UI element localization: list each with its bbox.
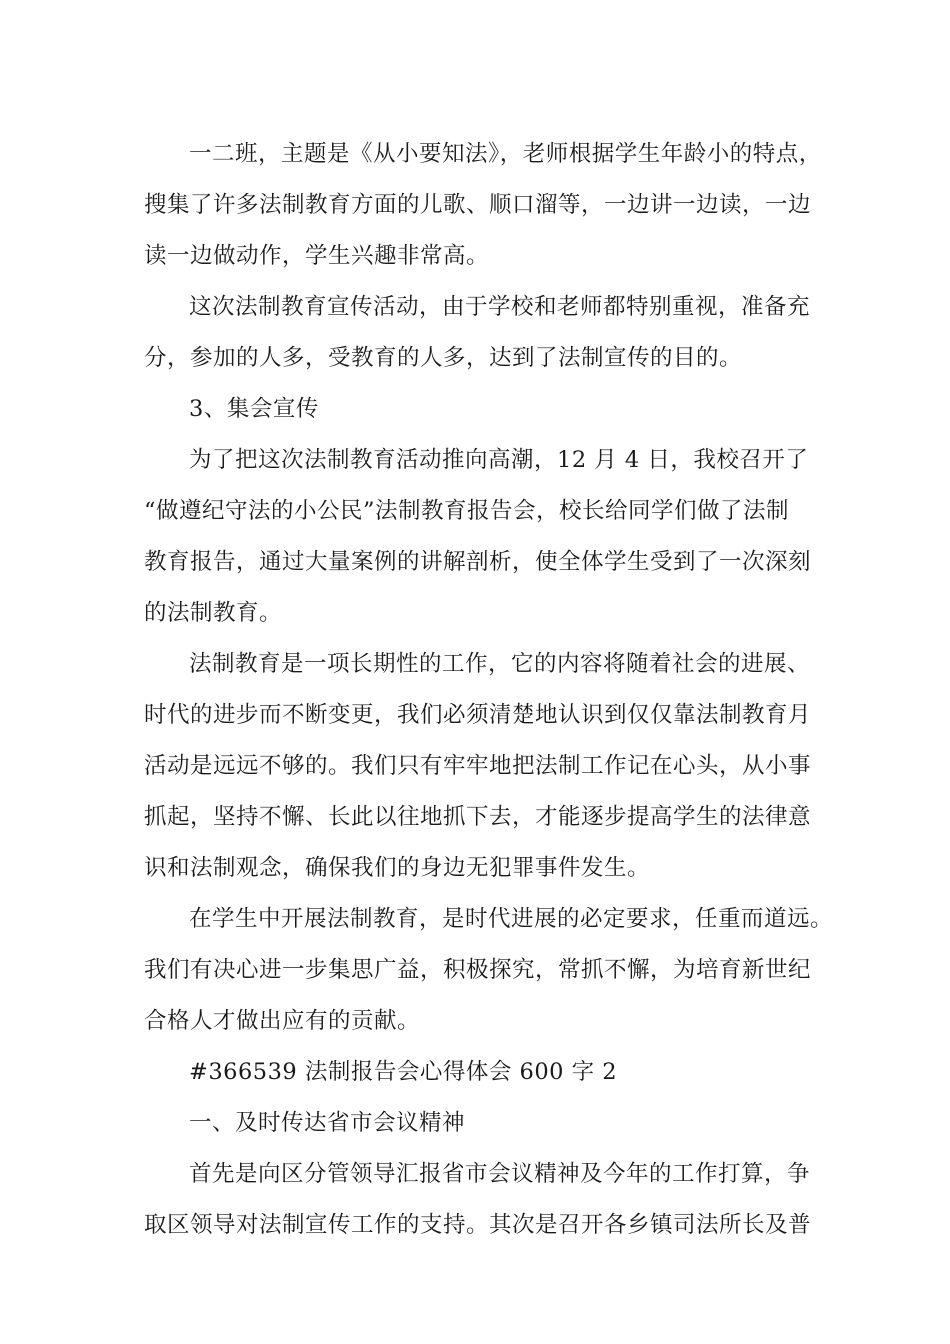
- text-line: 首先是向区分管领导汇报省市会议精神及今年的工作打算，争: [189, 1161, 811, 1187]
- paragraph: [144, 435, 834, 639]
- text-line: 读一边做动作，学生兴趣非常高。: [144, 243, 490, 269]
- article-title: [144, 1047, 834, 1098]
- text-line: 分，参加的人多，受教育的人多，达到了法制宣传的目的。: [144, 345, 743, 371]
- text-line: 这次法制教育宣传活动，由于学校和老师都特别重视，准备充: [189, 294, 811, 320]
- document-body: [144, 129, 834, 1251]
- text-line: 一二班，主题是《从小要知法》，老师根据学生年龄小的特点，: [189, 141, 822, 167]
- text-line: 一、及时传达省市会议精神: [189, 1110, 466, 1136]
- text-line: 3、集会宣传: [189, 396, 319, 422]
- paragraph: [144, 894, 834, 1047]
- text-line: #366539 法制报告会心得体会 600 字 2: [189, 1059, 618, 1085]
- text-line: 识和法制观念，确保我们的身边无犯罪事件发生。: [144, 855, 651, 881]
- text-line: 法制教育是一项长期性的工作，它的内容将随着社会的进展、: [189, 651, 811, 677]
- text-line: 取区领导对法制宣传工作的支持。其次是召开各乡镇司法所长及普: [144, 1212, 812, 1238]
- text-line: 合格人才做出应有的贡献。: [144, 1008, 421, 1034]
- text-line: 抓起，坚持不懈、长此以往地抓下去，才能逐步提高学生的法律意: [144, 804, 812, 830]
- text-line: 时代的进步而不断变更，我们必须清楚地认识到仅仅靠法制教育月: [144, 702, 812, 728]
- text-line: 活动是远远不够的。我们只有牢牢地把法制工作记在心头，从小事: [144, 753, 812, 779]
- text-line: 教育报告，通过大量案例的讲解剖析，使全体学生受到了一次深刻: [144, 549, 812, 575]
- paragraph: [144, 639, 834, 894]
- text-line: 搜集了许多法制教育方面的儿歌、顺口溜等，一边讲一边读，一边: [144, 192, 812, 218]
- section-heading: [144, 384, 834, 435]
- section-heading: [144, 1098, 834, 1149]
- paragraph: [144, 129, 834, 282]
- text-line: “做遵纪守法的小公民”法制教育报告会，校长给同学们做了法制: [144, 498, 790, 524]
- text-line: 在学生中开展法制教育，是时代进展的必定要求，任重而道远。: [189, 906, 834, 932]
- text-line: 的法制教育。: [144, 600, 283, 626]
- text-line: 为了把这次法制教育活动推向高潮，12 月 4 日，我校召开了: [189, 447, 809, 473]
- paragraph: [144, 1149, 834, 1251]
- text-line: 我们有决心进一步集思广益，积极探究，常抓不懈，为培育新世纪: [144, 957, 812, 983]
- paragraph: [144, 282, 834, 384]
